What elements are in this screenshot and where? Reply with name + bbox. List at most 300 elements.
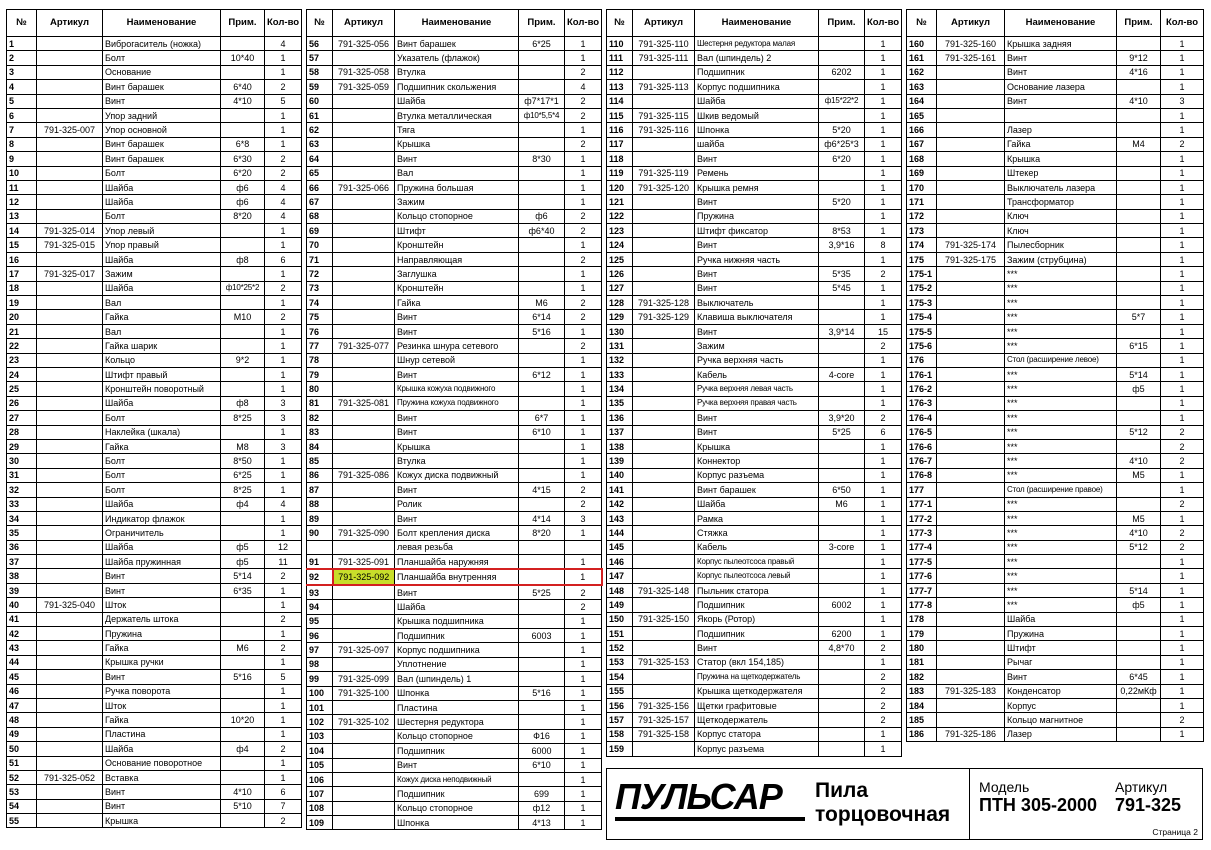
cell-number: 64 bbox=[307, 152, 333, 166]
cell-name: *** bbox=[1005, 396, 1117, 410]
cell-name: Пружина bbox=[1005, 627, 1117, 641]
cell-number: 11 bbox=[7, 180, 37, 194]
cell-note: ф15*22*2 bbox=[819, 94, 865, 108]
cell-article bbox=[37, 483, 103, 497]
cell-number: 115 bbox=[607, 108, 633, 122]
cell-number: 69 bbox=[307, 224, 333, 238]
cell-note: 3-core bbox=[819, 540, 865, 554]
table-row bbox=[7, 137, 302, 151]
cell-qty: 1 bbox=[565, 801, 602, 815]
cell-number: 161 bbox=[907, 51, 937, 65]
cell-qty: 8 bbox=[865, 238, 902, 252]
cell-qty: 1 bbox=[865, 195, 902, 209]
cell-name: *** bbox=[1005, 468, 1117, 482]
cell-article bbox=[937, 180, 1005, 194]
cell-number: 51 bbox=[7, 756, 37, 770]
cell-note: ф6 bbox=[221, 180, 265, 194]
cell-qty: 6 bbox=[265, 785, 302, 799]
cell-name: Стол (расширение левое) bbox=[1005, 353, 1117, 367]
cell-number: 37 bbox=[7, 555, 37, 569]
cell-number: 50 bbox=[7, 742, 37, 756]
cell-number: 42 bbox=[7, 627, 37, 641]
table-row bbox=[607, 94, 902, 108]
cell-name: Винт bbox=[395, 511, 519, 525]
cell-name: Гайка шарик bbox=[103, 339, 221, 353]
cell-qty: 2 bbox=[1161, 526, 1204, 540]
cell-note: 6*10 bbox=[519, 758, 565, 772]
cell-name: Шайба bbox=[103, 742, 221, 756]
table-row bbox=[7, 627, 302, 641]
cell-name: Крышка задняя bbox=[1005, 37, 1117, 51]
cell-qty: 1 bbox=[1161, 324, 1204, 338]
cell-qty: 2 bbox=[565, 209, 602, 223]
cell-qty: 1 bbox=[865, 224, 902, 238]
cell-name: Кабель bbox=[695, 367, 819, 381]
cell-number: 15 bbox=[7, 238, 37, 252]
cell-qty: 1 bbox=[865, 454, 902, 468]
table-row bbox=[7, 80, 302, 94]
table-row bbox=[7, 583, 302, 597]
header-article: Артикул bbox=[333, 10, 395, 37]
cell-note bbox=[819, 209, 865, 223]
cell-article bbox=[333, 252, 395, 266]
cell-number: 81 bbox=[307, 396, 333, 410]
cell-note: 8*25 bbox=[221, 483, 265, 497]
cell-qty: 1 bbox=[1161, 281, 1204, 295]
article-label: Артикул bbox=[1115, 779, 1168, 795]
cell-qty: 2 bbox=[865, 670, 902, 684]
cell-number: 53 bbox=[7, 785, 37, 799]
cell-name: Шайба bbox=[103, 540, 221, 554]
cell-note: 6*8 bbox=[221, 137, 265, 151]
cell-note bbox=[519, 600, 565, 614]
cell-article: 791-325-015 bbox=[37, 238, 103, 252]
table-row bbox=[607, 727, 902, 741]
cell-article bbox=[937, 713, 1005, 727]
cell-qty: 1 bbox=[565, 396, 602, 410]
title-block bbox=[606, 768, 1203, 840]
cell-qty: 1 bbox=[265, 684, 302, 698]
cell-qty: 1 bbox=[1161, 152, 1204, 166]
cell-number: 102 bbox=[307, 715, 333, 729]
cell-note bbox=[519, 715, 565, 729]
table-row bbox=[307, 195, 602, 209]
cell-note bbox=[221, 526, 265, 540]
cell-name: Винт bbox=[395, 758, 519, 772]
cell-name: Индикатор флажок bbox=[103, 511, 221, 525]
header-note: Прим. bbox=[819, 10, 865, 37]
cell-name: *** bbox=[1005, 281, 1117, 295]
cell-qty: 1 bbox=[865, 310, 902, 324]
cell-number: 18 bbox=[7, 281, 37, 295]
cell-number: 34 bbox=[7, 511, 37, 525]
table-row bbox=[607, 195, 902, 209]
cell-note bbox=[1117, 555, 1161, 569]
cell-note bbox=[819, 382, 865, 396]
cell-note: ф5 bbox=[221, 555, 265, 569]
cell-number: 61 bbox=[307, 108, 333, 122]
table-row bbox=[907, 180, 1204, 194]
table-row bbox=[307, 180, 602, 194]
cell-note bbox=[819, 713, 865, 727]
table-row bbox=[607, 310, 902, 324]
cell-article bbox=[937, 80, 1005, 94]
cell-number: 136 bbox=[607, 411, 633, 425]
cell-number: 175-5 bbox=[907, 324, 937, 338]
cell-note bbox=[519, 123, 565, 137]
cell-note: 5*20 bbox=[819, 123, 865, 137]
cell-qty: 2 bbox=[1161, 137, 1204, 151]
cell-number: 117 bbox=[607, 137, 633, 151]
cell-qty: 2 bbox=[265, 310, 302, 324]
cell-article bbox=[937, 468, 1005, 482]
cell-article bbox=[633, 540, 695, 554]
cell-name: Ключ bbox=[1005, 209, 1117, 223]
table-row bbox=[607, 252, 902, 266]
table-row bbox=[307, 396, 602, 410]
cell-note bbox=[1117, 296, 1161, 310]
table-row bbox=[607, 180, 902, 194]
cell-qty: 1 bbox=[565, 382, 602, 396]
cell-article bbox=[37, 252, 103, 266]
cell-number: 127 bbox=[607, 281, 633, 295]
table-row bbox=[307, 540, 602, 554]
cell-qty: 4 bbox=[265, 497, 302, 511]
cell-article bbox=[937, 137, 1005, 151]
cell-number: 94 bbox=[307, 600, 333, 614]
table-row bbox=[907, 296, 1204, 310]
cell-article bbox=[937, 526, 1005, 540]
table-row bbox=[7, 698, 302, 712]
table-row bbox=[7, 367, 302, 381]
cell-article bbox=[633, 742, 695, 756]
table-row bbox=[307, 729, 602, 743]
cell-qty: 1 bbox=[265, 627, 302, 641]
cell-number: 129 bbox=[607, 310, 633, 324]
cell-note: M10 bbox=[221, 310, 265, 324]
cell-note bbox=[221, 367, 265, 381]
cell-qty: 1 bbox=[565, 744, 602, 758]
cell-qty: 1 bbox=[565, 439, 602, 453]
cell-qty: 1 bbox=[1161, 296, 1204, 310]
cell-qty: 1 bbox=[865, 353, 902, 367]
cell-note: 4*15 bbox=[519, 483, 565, 497]
cell-number: 143 bbox=[607, 511, 633, 525]
cell-note: 5*14 bbox=[1117, 367, 1161, 381]
cell-name: Винт bbox=[395, 585, 519, 600]
cell-name: Крышка bbox=[1005, 152, 1117, 166]
cell-article bbox=[937, 324, 1005, 338]
cell-number: 110 bbox=[607, 37, 633, 51]
cell-name: Направляющая bbox=[395, 252, 519, 266]
cell-qty: 1 bbox=[565, 672, 602, 686]
table-row bbox=[307, 439, 602, 453]
cell-article bbox=[333, 108, 395, 122]
cell-note bbox=[1117, 37, 1161, 51]
cell-article bbox=[937, 540, 1005, 554]
cell-qty: 1 bbox=[565, 729, 602, 743]
cell-article bbox=[37, 555, 103, 569]
table-row bbox=[607, 37, 902, 51]
cell-article: 791-325-183 bbox=[937, 684, 1005, 698]
cell-qty: 1 bbox=[865, 612, 902, 626]
cell-name: Крышка bbox=[395, 137, 519, 151]
cell-name: Корпус подшипника bbox=[695, 80, 819, 94]
cell-article bbox=[37, 37, 103, 51]
cell-qty: 6 bbox=[265, 252, 302, 266]
table-row bbox=[307, 600, 602, 614]
cell-number: 147 bbox=[607, 569, 633, 583]
cell-name: Шестерня редуктора bbox=[395, 715, 519, 729]
cell-qty: 2 bbox=[265, 814, 302, 828]
cell-article bbox=[633, 468, 695, 482]
cell-number: 91 bbox=[307, 555, 333, 570]
cell-article bbox=[937, 641, 1005, 655]
cell-number: 134 bbox=[607, 382, 633, 396]
cell-note: 4*16 bbox=[1117, 65, 1161, 79]
cell-qty: 1 bbox=[265, 123, 302, 137]
table-row bbox=[307, 51, 602, 65]
cell-article bbox=[37, 209, 103, 223]
cell-name: Винт барашек bbox=[695, 483, 819, 497]
cell-number: 80 bbox=[307, 382, 333, 396]
cell-number: 30 bbox=[7, 454, 37, 468]
cell-qty: 7 bbox=[265, 799, 302, 813]
cell-number: 89 bbox=[307, 511, 333, 525]
cell-article: 791-325-017 bbox=[37, 267, 103, 281]
table-row bbox=[7, 670, 302, 684]
cell-name: Уплотнение bbox=[395, 657, 519, 671]
table-row bbox=[907, 511, 1204, 525]
table-row bbox=[7, 742, 302, 756]
cell-name: Вал bbox=[103, 324, 221, 338]
cell-note: 5*20 bbox=[819, 195, 865, 209]
cell-name: Ограничитель bbox=[103, 526, 221, 540]
cell-number: 122 bbox=[607, 209, 633, 223]
cell-article bbox=[333, 614, 395, 628]
table-row bbox=[607, 583, 902, 597]
cell-article bbox=[937, 583, 1005, 597]
cell-qty: 1 bbox=[265, 454, 302, 468]
cell-note: 10*20 bbox=[221, 713, 265, 727]
cell-article bbox=[633, 454, 695, 468]
cell-note bbox=[221, 627, 265, 641]
cell-qty: 1 bbox=[265, 108, 302, 122]
cell-article bbox=[633, 483, 695, 497]
cell-article bbox=[37, 353, 103, 367]
cell-number: 13 bbox=[7, 209, 37, 223]
cell-name: Упор основной bbox=[103, 123, 221, 137]
cell-number: 153 bbox=[607, 655, 633, 669]
cell-article bbox=[633, 382, 695, 396]
cell-name: Винт bbox=[103, 94, 221, 108]
cell-number: 21 bbox=[7, 324, 37, 338]
table-row bbox=[607, 598, 902, 612]
cell-name: Подшипник bbox=[395, 787, 519, 801]
cell-name: Винт bbox=[1005, 65, 1117, 79]
table-row bbox=[307, 238, 602, 252]
cell-note: ф12 bbox=[519, 801, 565, 815]
cell-number: 4 bbox=[7, 80, 37, 94]
cell-article bbox=[37, 94, 103, 108]
cell-name: Винт барашек bbox=[103, 152, 221, 166]
cell-article: 791-325-120 bbox=[633, 180, 695, 194]
cell-note bbox=[221, 339, 265, 353]
cell-number: 150 bbox=[607, 612, 633, 626]
cell-number: 10 bbox=[7, 166, 37, 180]
cell-number: 1 bbox=[7, 37, 37, 51]
cell-number: 24 bbox=[7, 367, 37, 381]
cell-name: Кольцо стопорное bbox=[395, 801, 519, 815]
cell-name: Болт bbox=[103, 454, 221, 468]
cell-article: 791-325-150 bbox=[633, 612, 695, 626]
table-row bbox=[607, 641, 902, 655]
cell-qty: 1 bbox=[1161, 195, 1204, 209]
cell-number: 173 bbox=[907, 224, 937, 238]
cell-name: Ручка верхняя часть bbox=[695, 353, 819, 367]
cell-number: 56 bbox=[307, 37, 333, 51]
table-row bbox=[607, 209, 902, 223]
cell-note: 4*14 bbox=[519, 511, 565, 525]
cell-article bbox=[333, 454, 395, 468]
table-row bbox=[607, 742, 902, 756]
cell-name: Шестерня редуктора малая bbox=[695, 37, 819, 51]
cell-note bbox=[819, 339, 865, 353]
cell-name: Виброгаситель (ножка) bbox=[103, 37, 221, 51]
cell-article bbox=[633, 252, 695, 266]
cell-qty: 1 bbox=[1161, 583, 1204, 597]
cell-number: 177-4 bbox=[907, 540, 937, 554]
cell-number: 124 bbox=[607, 238, 633, 252]
cell-note: ф5 bbox=[1117, 382, 1161, 396]
cell-note: 6*25 bbox=[519, 37, 565, 51]
cell-article: 791-325-066 bbox=[333, 180, 395, 194]
table-row bbox=[7, 94, 302, 108]
table-row bbox=[607, 497, 902, 511]
cell-qty: 2 bbox=[565, 296, 602, 310]
cell-note: 5*35 bbox=[819, 267, 865, 281]
cell-name: *** bbox=[1005, 583, 1117, 597]
cell-article bbox=[37, 713, 103, 727]
cell-name: *** bbox=[1005, 382, 1117, 396]
cell-article bbox=[633, 353, 695, 367]
cell-number: 146 bbox=[607, 555, 633, 569]
cell-article: 791-325-153 bbox=[633, 655, 695, 669]
cell-number: 98 bbox=[307, 657, 333, 671]
cell-note bbox=[819, 468, 865, 482]
cell-number: 47 bbox=[7, 698, 37, 712]
cell-article bbox=[333, 152, 395, 166]
table-row bbox=[607, 468, 902, 482]
cell-article: 791-325-111 bbox=[633, 51, 695, 65]
cell-article bbox=[633, 526, 695, 540]
cell-article bbox=[937, 339, 1005, 353]
cell-qty: 1 bbox=[265, 526, 302, 540]
cell-qty: 1 bbox=[265, 65, 302, 79]
cell-qty: 1 bbox=[1161, 224, 1204, 238]
cell-note: 5*25 bbox=[819, 425, 865, 439]
table-row bbox=[7, 382, 302, 396]
cell-note bbox=[1117, 483, 1161, 497]
cell-name: Вал bbox=[395, 166, 519, 180]
cell-name: Крышка подшипника bbox=[395, 614, 519, 628]
cell-name: Ролик bbox=[395, 497, 519, 511]
cell-article bbox=[37, 339, 103, 353]
cell-note bbox=[221, 65, 265, 79]
table-row bbox=[307, 224, 602, 238]
cell-number: 185 bbox=[907, 713, 937, 727]
cell-number: 32 bbox=[7, 483, 37, 497]
cell-qty: 1 bbox=[565, 281, 602, 295]
cell-name: Клавиша выключателя bbox=[695, 310, 819, 324]
table-row bbox=[307, 686, 602, 700]
cell-note bbox=[519, 382, 565, 396]
cell-note: M5 bbox=[1117, 468, 1161, 482]
cell-note bbox=[819, 310, 865, 324]
cell-qty: 1 bbox=[1161, 238, 1204, 252]
table-row bbox=[907, 80, 1204, 94]
cell-qty: 2 bbox=[265, 742, 302, 756]
cell-qty: 1 bbox=[565, 772, 602, 786]
cell-article bbox=[937, 108, 1005, 122]
cell-qty: 1 bbox=[565, 267, 602, 281]
cell-note bbox=[519, 439, 565, 453]
cell-qty: 1 bbox=[1161, 108, 1204, 122]
cell-name: *** bbox=[1005, 296, 1117, 310]
cell-number: 27 bbox=[7, 411, 37, 425]
cell-article bbox=[633, 670, 695, 684]
cell-article bbox=[633, 65, 695, 79]
cell-qty: 1 bbox=[865, 137, 902, 151]
cell-note: 8*20 bbox=[519, 526, 565, 540]
table-row bbox=[307, 209, 602, 223]
cell-name: Винт bbox=[695, 195, 819, 209]
table-row bbox=[307, 37, 602, 51]
cell-name: Шайба bbox=[695, 497, 819, 511]
cell-qty: 1 bbox=[1161, 670, 1204, 684]
cell-name: Планшайба наружняя bbox=[395, 555, 519, 570]
cell-name: Гайка bbox=[395, 296, 519, 310]
table-row bbox=[907, 396, 1204, 410]
cell-note bbox=[519, 454, 565, 468]
cell-article bbox=[937, 627, 1005, 641]
cell-name: Шайба bbox=[103, 396, 221, 410]
cell-qty: 1 bbox=[265, 382, 302, 396]
cell-article bbox=[937, 655, 1005, 669]
cell-note bbox=[221, 382, 265, 396]
cell-note bbox=[221, 511, 265, 525]
cell-qty: 1 bbox=[865, 209, 902, 223]
cell-note bbox=[221, 425, 265, 439]
cell-name: Основание лазера bbox=[1005, 80, 1117, 94]
cell-qty: 1 bbox=[565, 425, 602, 439]
cell-note bbox=[819, 166, 865, 180]
cell-article bbox=[37, 756, 103, 770]
cell-note bbox=[819, 742, 865, 756]
cell-number: 85 bbox=[307, 454, 333, 468]
cell-article bbox=[633, 598, 695, 612]
cell-qty: 1 bbox=[865, 281, 902, 295]
cell-note bbox=[519, 339, 565, 353]
cell-note bbox=[519, 643, 565, 657]
cell-note: 8*50 bbox=[221, 454, 265, 468]
cell-qty: 1 bbox=[565, 454, 602, 468]
cell-note bbox=[1117, 324, 1161, 338]
cell-article bbox=[633, 367, 695, 381]
cell-note: 9*12 bbox=[1117, 51, 1161, 65]
cell-number: 182 bbox=[907, 670, 937, 684]
table-row bbox=[607, 540, 902, 554]
